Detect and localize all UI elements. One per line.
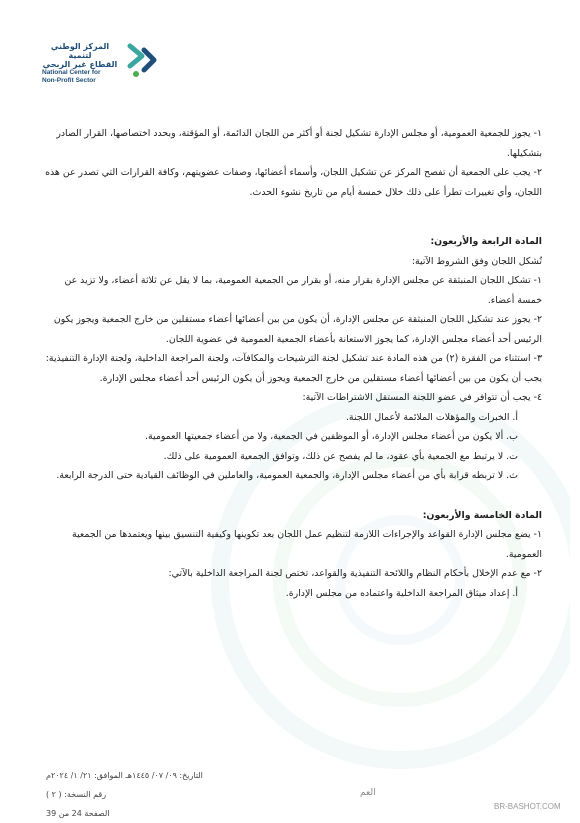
- footer-date: التاريخ: ٠٩/ ٠٧/ ١٤٤٥هـ الموافق: ٢١/ ١/ ٢٠٢٤م: [46, 771, 203, 780]
- article-44-intro: تُشكل اللجان وفق الشروط الآتية:: [411, 255, 542, 267]
- heading-article-45: المادة الخامسة والأربعون:: [422, 509, 542, 521]
- heading-article-44: المادة الرابعة والأربعون:: [430, 236, 542, 247]
- paragraph-p1: ١- يجوز للجمعية العمومية، أو مجلس الإدارة تشكيل لجنة أو أكثر من اللجان الدائمة، أو المؤقتة، وبحدد اختصاصها، القرار الصادر بتشكيلها.: [56, 128, 542, 159]
- page-footer: [46, 766, 216, 823]
- article-44-sub-a: أ. الخبرات والمؤهلات الملائمة لأعمال اللجنة.: [345, 411, 518, 423]
- logo-mark-icon: [122, 40, 162, 80]
- document-body: [40, 124, 542, 603]
- article-45-item2: ٢- مع عدم الإخلال بأحكام النظام واللائحة التنفيذية والقواعد، تختص لجنة المراجعة الداخلية بالآتي:: [168, 568, 542, 579]
- footer-page-number: الصفحة 24 من 39: [46, 809, 110, 818]
- article-44-sub-b: ب. ألا يكون من أعضاء مجلس الإدارة، أو الموظفين في الجمعية، ولا من أعضاء جمعيتها العمومية.: [144, 431, 518, 442]
- logo-arabic-line1: المركز الوطني لتنمية: [50, 42, 110, 60]
- site-watermark: BR-BASHOT.COM: [494, 802, 561, 811]
- article-44-item3: ٣- استثناء من الفقرة (٢) من هذه المادة عند تشكيل لجنة الترشيحات والمكافآت، ولجنة المراجعة الداخلية، ولجنة الإدارة التنفيذية: يجب أن يكون من بين أعضائها أعضاء مستقلين من خارج الجمعية ويجوز أن يكون الرئيس أحد أعضاء مجلس الإدارة.: [45, 353, 542, 384]
- logo-english-line1: National Center for: [42, 69, 101, 76]
- logo-english-line2: Non-Profit Sector: [42, 77, 96, 84]
- footer-version: رقم النسخة: ( ٢ ): [46, 790, 107, 799]
- signature: العم: [360, 788, 376, 798]
- article-45-sub-a: أ. إعداد ميثاق المراجعة الداخلية واعتماده من مجلس الإدارة.: [285, 587, 518, 599]
- article-44-sub-d: ث. لا تربطه قرابة بأي من أعضاء مجلس الإدارة، والجمعية العمومية، والعاملين في الوظائف القيادية حتى الدرجة الرابعة.: [56, 470, 518, 481]
- paragraph-p2: ٢- يجب على الجمعية أن تفصح المركز عن تشكيل اللجان، وأسماء أعضائها، وصفات عضويتهم، وكافة القرارات التي تصدر عن هذه اللجان، وأي تغييرات تطرأ على ذلك خلال خمسة أيام من تاريخ نشوء الحدث.: [45, 167, 542, 198]
- article-44-item1: ١- تشكل اللجان المنبثقة عن مجلس الإدارة بقرار منه، أو بقرار من الجمعية العمومية، بما لا يقل عن ثلاثة أعضاء، ولا تزيد عن خمسة أعضاء.: [64, 275, 542, 306]
- article-44-item2: ٢- يجوز عند تشكيل اللجان المنبثقة عن مجلس الإدارة، أن يكون من بين أعضائها أعضاء مستقلين من خارج الجمعية ويجوز يكون الرئيس أحد أعضاء مجلس الإدارة، كما يجوز الاستعانة بأعضاء الجمعية العمومية في عضوية اللجان.: [53, 314, 542, 345]
- ncnp-logo: [42, 38, 162, 86]
- article-44-item4: ٤- يجب أن تتوافر في عضو اللجنة المستقل الاشتراطات الآتية:: [302, 392, 542, 403]
- article-45-item1: ١- يضع مجلس الإدارة القواعد والإجراءات اللازمة لتنظيم عمل اللجان بعد تكوينها وكيفية التنسيق بينها ويعتمدها من الجمعية العمومية.: [72, 529, 542, 560]
- article-44-sub-c: ت. لا يرتبط مع الجمعية بأي عقود، ما لم يفصح عن ذلك، وتوافق الجمعية العمومية على ذلك.: [163, 450, 518, 462]
- logo-arabic-line2: القطاع غير الربحي: [42, 60, 118, 69]
